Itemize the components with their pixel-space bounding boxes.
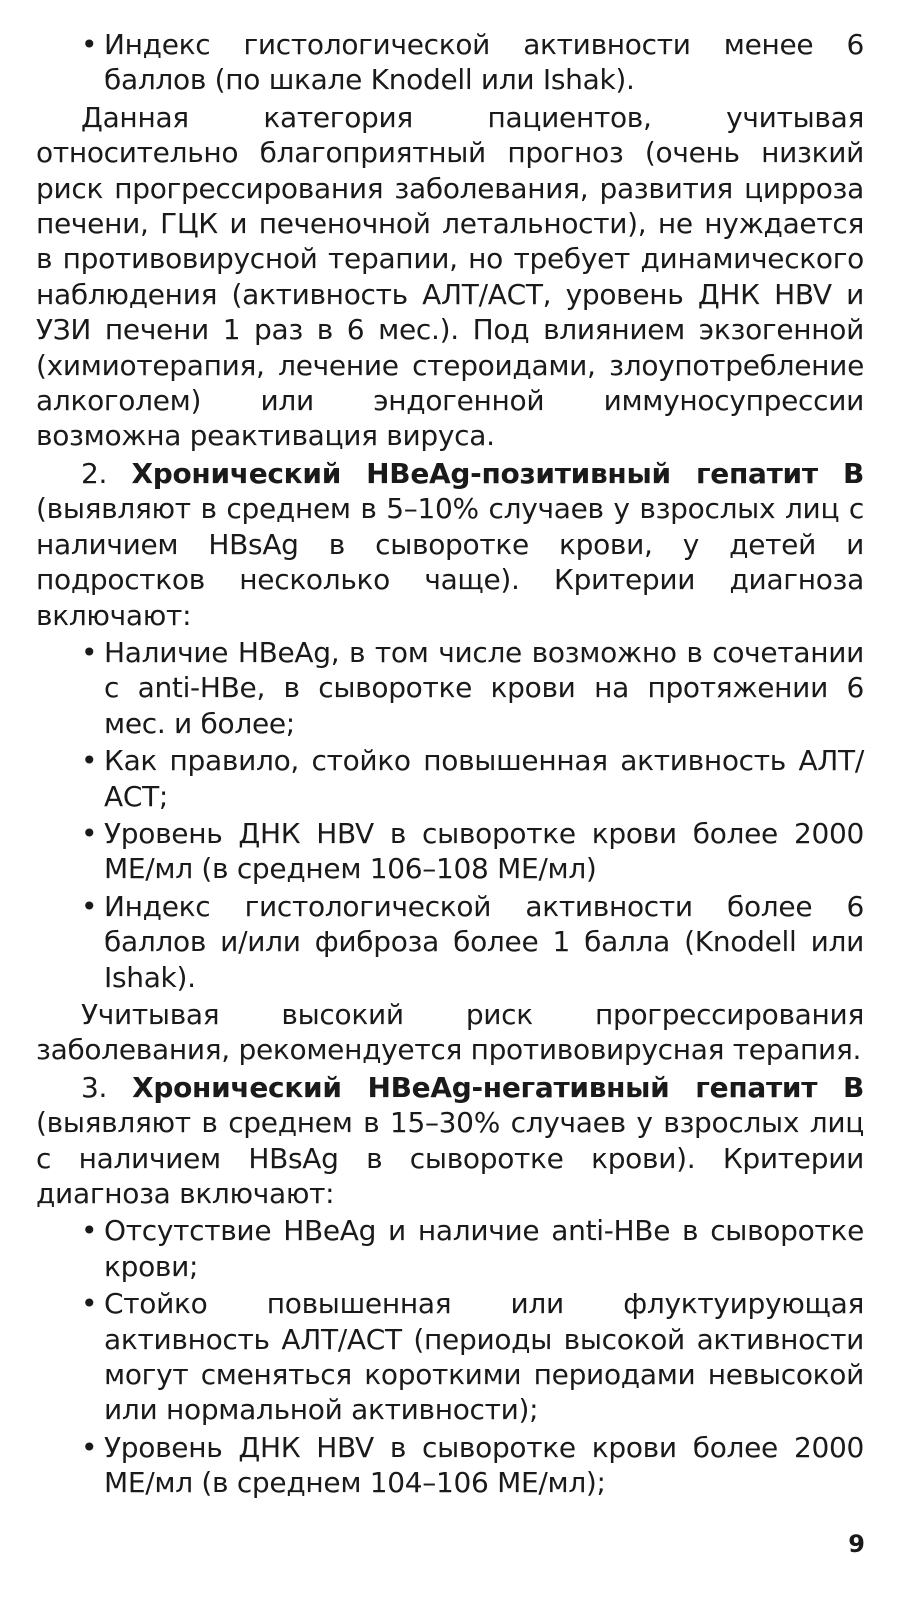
section-heading-paragraph	[36, 1070, 864, 1212]
section-text: (выявляют в среднем в 5–10% случаев у взрослых лиц с наличием HBsAg в сыворотке крови, у детей и подростков несколько чаще). Критерии диагноза включают:	[36, 492, 864, 632]
bullet-item	[36, 1286, 864, 1428]
bullet-text: Индекс гистологической активности менее 6 баллов (по шкале Knodell или Ishak).	[104, 28, 864, 97]
bullet-item	[36, 743, 864, 814]
page-number: 9	[848, 1530, 865, 1558]
bullet-item	[36, 1213, 864, 1284]
bullet-icon: •	[81, 1287, 98, 1321]
bullet-text: Отсутствие HBeAg и наличие anti-HBe в сыворотке крови;	[104, 1214, 864, 1283]
bullet-item	[36, 27, 864, 98]
bullet-icon: •	[81, 744, 98, 778]
section-title: Хронический HBeAg-негативный гепатит B	[132, 1070, 864, 1104]
bullet-item	[36, 889, 864, 995]
bullet-text: Стойко повышенная или флуктуирующая активность АЛТ/АСТ (периоды высокой активности могут сменяться короткими периодами невысокой или нормальной активности);	[104, 1287, 864, 1427]
bullet-icon: •	[81, 816, 98, 850]
bullet-icon: •	[81, 1214, 98, 1248]
section-text: (выявляют в среднем в 15–30% случаев у взрослых лиц с наличием HBsAg в сыворотке крови). Критерии диагноза включают:	[36, 1106, 864, 1210]
paragraph: Данная категория пациентов, учитывая относительно благоприятный прогноз (очень низкий риск прогрессирования заболевания, развития цирроза печени, ГЦК и печеночной летальности), не нуждается в противовирусной терапии, но требует динамического наблюдения (активность АЛТ/АСТ, уровень ДНК HBV и УЗИ печени 1 раз в 6 мес.). Под влиянием экзогенной (химиотерапия, лечение стероидами, злоупотребление алкоголем) или эндогенной иммуносупрессии возможна реактивация вируса.	[36, 100, 864, 453]
section-heading-paragraph	[36, 456, 864, 633]
bullet-text: Как правило, стойко повышенная активность АЛТ/АСТ;	[104, 744, 864, 813]
section-number: 2.	[81, 456, 108, 490]
bullet-icon: •	[81, 635, 98, 669]
page-body	[36, 25, 864, 1501]
section-number: 3.	[81, 1070, 108, 1104]
bullet-item	[36, 635, 864, 741]
paragraph: Учитывая высокий риск прогрессирования заболевания, рекомендуется противовирусная терапия.	[36, 997, 864, 1067]
bullet-item	[36, 1430, 864, 1501]
bullet-text: Индекс гистологической активности более 6 баллов и/или фиброза более 1 балла (Knodell или Ishak).	[104, 889, 864, 994]
bullet-text: Уровень ДНК HBV в сыворотке крови более 2000 МЕ/мл (в среднем 104–106 МЕ/мл);	[104, 1430, 864, 1500]
bullet-text: Уровень ДНК HBV в сыворотке крови более 2000 МЕ/мл (в среднем 106–108 МЕ/мл)	[104, 816, 864, 886]
section-title: Хронический HBeAg-позитивный гепатит B	[131, 456, 864, 490]
bullet-icon: •	[81, 1430, 98, 1464]
bullet-icon: •	[81, 889, 98, 923]
bullet-item	[36, 816, 864, 887]
bullet-text: Наличие HBeAg, в том числе возможно в сочетании с anti-HBe, в сыворотке крови на протяжении 6 мес. и более;	[104, 635, 864, 740]
bullet-icon: •	[81, 28, 98, 61]
